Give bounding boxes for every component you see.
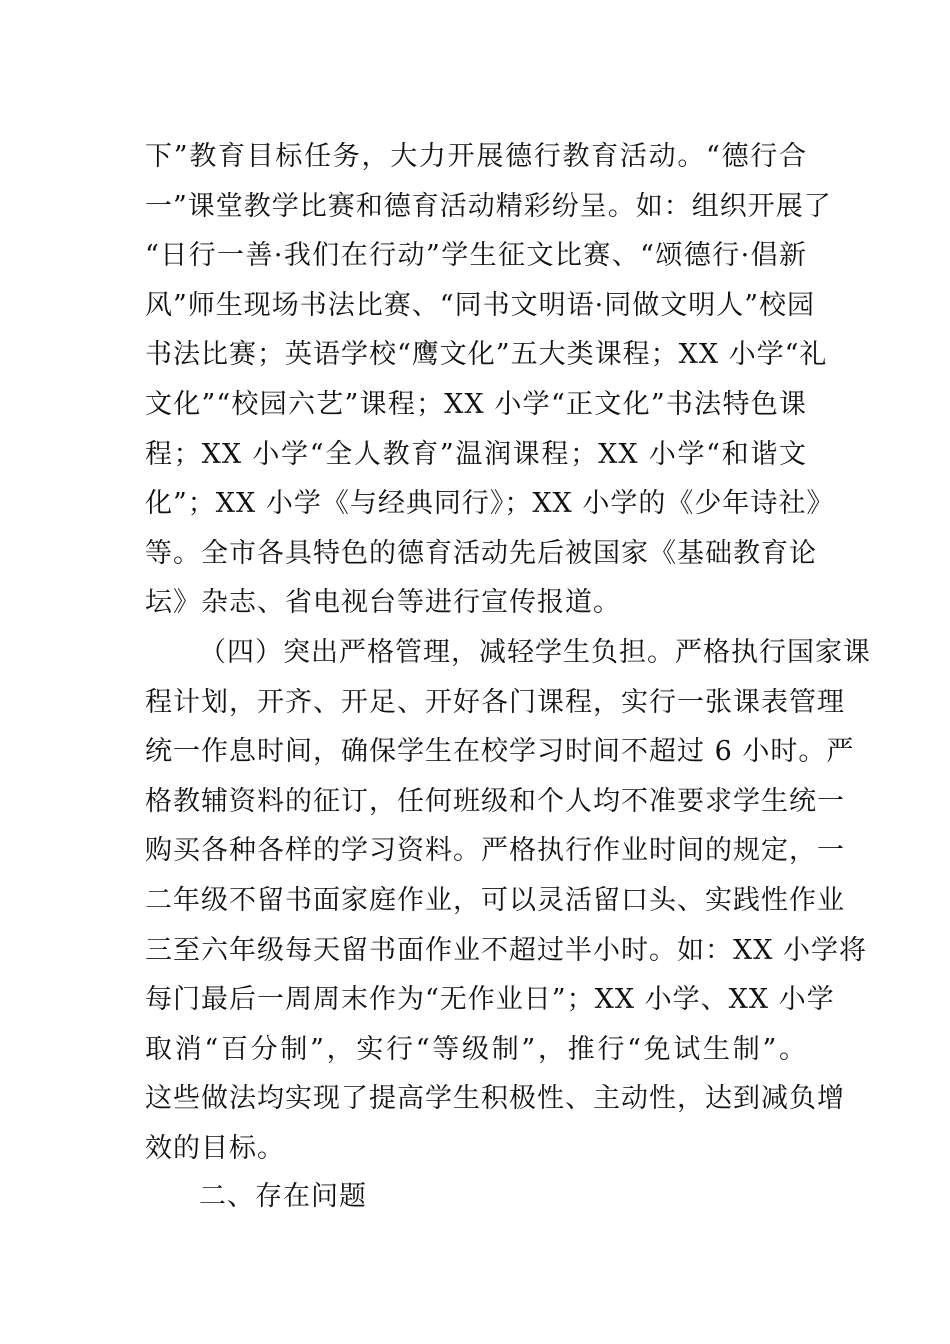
paragraph-line: 书法比赛；英语学校“鹰文化”五大类课程；XX 小学“礼 — [145, 339, 828, 371]
paragraph-line: 等。全市各具特色的德育活动先后被国家《基础教育论 — [145, 537, 817, 569]
paragraph-line: 取消“百分制”，实行“等级制”，推行“免试生制”。 — [145, 1033, 807, 1065]
paragraph-line: 程计划，开齐、开足、开好各门课程，实行一张课表管理 — [145, 686, 845, 718]
paragraph-line: 下”教育目标任务，大力开展德行教育活动。“德行合 — [145, 141, 807, 172]
paragraph-strict-management — [145, 628, 871, 1174]
paragraph-line: 风”师生现场书法比赛、“同书文明语·同做文明人”校园 — [145, 289, 815, 321]
paragraph-line: “日行一善·我们在行动”学生征文比赛、“颂德行·倡新 — [145, 240, 807, 272]
paragraph-line-indented: （四）突出严格管理，减轻学生负担。严格执行国家课 — [199, 637, 871, 668]
section-heading-block — [145, 1172, 807, 1222]
paragraph-line: 化”；XX 小学《与经典同行》；XX 小学的《少年诗社》 — [145, 488, 835, 520]
paragraph-line: 文化”“校园六艺”课程；XX 小学“正文化”书法特色课 — [145, 388, 807, 420]
paragraph-line: 二年级不留书面家庭作业，可以灵活留口头、实践性作业 — [145, 884, 845, 916]
paragraph-moral-education — [145, 132, 835, 628]
paragraph-line: 统一作息时间，确保学生在校学习时间不超过 6 小时。严 — [145, 736, 855, 768]
paragraph-line: 程；XX 小学“全人教育”温润课程；XX 小学“和谐文 — [145, 438, 807, 470]
paragraph-line-last: 效的目标。 — [145, 1132, 285, 1164]
paragraph-line: 一”课堂教学比赛和德育活动精彩纷呈。如：组织开展了 — [145, 190, 832, 222]
paragraph-line-last: 坛》杂志、省电视台等进行宣传报道。 — [145, 587, 621, 619]
paragraph-line: 三至六年级每天留书面作业不超过半小时。如：XX 小学将 — [145, 934, 868, 966]
paragraph-line: 这些做法均实现了提高学生积极性、主动性，达到减负增 — [145, 1083, 845, 1115]
paragraph-line: 格教辅资料的征订，任何班级和个人均不准要求学生统一 — [145, 785, 845, 817]
paragraph-line: 购买各种各样的学习资料。严格执行作业时间的规定，一 — [145, 835, 845, 867]
section-heading: 二、存在问题 — [199, 1181, 367, 1212]
paragraph-line: 每门最后一周周末作为“无作业日”；XX 小学、XX 小学 — [145, 984, 835, 1016]
